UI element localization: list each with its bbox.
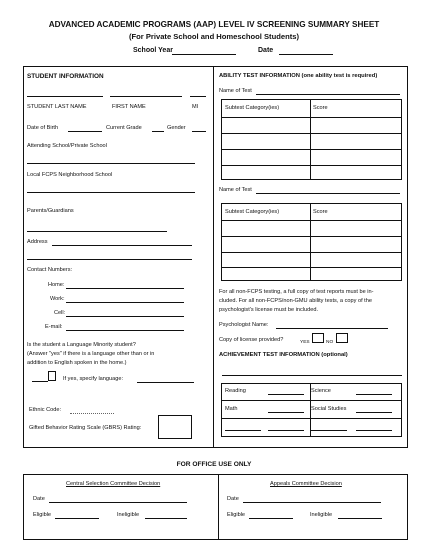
grade-field[interactable] [152,131,164,132]
home-label: Home: [48,282,65,288]
ethnic-label: Ethnic Code: [29,407,62,413]
first-name-field[interactable] [110,96,182,97]
form-title: ADVANCED ACADEMIC PROGRAMS (AAP) LEVEL IV SCREENING SUMMARY SHEET [48,20,380,29]
dob-field[interactable] [68,131,102,132]
neighborhood-label: Local FCPS Neighborhood School [27,172,113,178]
central-ineligible-label: Ineligible [117,512,140,518]
ability-heading: ABILITY TEST INFORMATION (one ability test is required) [219,73,378,79]
ability-note-1: For all non-FCPS testing, a full copy of test reports must be in- [219,289,374,295]
math-score-field[interactable] [268,412,304,413]
address-label: Address [27,239,48,245]
student-heading: STUDENT INFORMATION [27,73,104,80]
test1-name-field[interactable] [256,94,400,95]
appeals-date-label: Date [227,496,239,502]
yes-label: YES [300,340,310,345]
last-name-field[interactable] [27,96,103,97]
address-field-1[interactable] [52,245,192,246]
science-score-field[interactable] [356,394,392,395]
ethnic-field[interactable] [70,413,114,414]
parents-field[interactable] [27,231,167,232]
language-note-1: (Answer "yes" if there is a language other than or in [27,351,155,357]
central-heading: Central Selection Committee Decision [66,481,161,487]
appeals-eligible-label: Eligible [227,512,246,518]
parents-label: Parents/Guardians [27,208,74,214]
work-label: Work: [50,296,65,302]
science-label: Science [311,388,331,394]
appeals-ineligible-field[interactable] [338,518,382,519]
math-label: Math [225,406,238,412]
dob-label: Date of Birth [27,125,59,131]
psychologist-field[interactable] [276,328,388,329]
reading-label: Reading [225,388,246,394]
last-name-label: STUDENT LAST NAME [27,104,87,110]
home-field[interactable] [66,288,184,289]
language-answer-field[interactable] [32,381,48,382]
email-label: E-mail: [45,324,63,330]
appeals-heading: Appeals Committee Decision [270,481,342,487]
language-note-2: addition to English spoken in the home.) [27,360,127,366]
gbrs-box[interactable] [158,415,192,439]
neighborhood-field[interactable] [27,192,195,193]
test1-subtest-header: Subtest Category(ies) [225,105,280,111]
gender-label: Gender [167,125,186,131]
school-year-field[interactable] [172,54,236,55]
test2-score-header: Score [313,209,328,215]
test2-name-field[interactable] [256,193,400,194]
address-field-2[interactable] [27,259,192,260]
cell-label: Cell: [54,310,66,316]
social-studies-score-field[interactable] [356,412,392,413]
attending-label: Attending School/Private School [27,143,107,149]
extra-subject-field-1[interactable] [225,430,261,431]
school-year-label: School Year [133,47,173,54]
central-eligible-label: Eligible [33,512,52,518]
contacts-label: Contact Numbers: [27,267,73,273]
no-label: NO [326,340,334,345]
test2-name-label: Name of Test [219,187,252,193]
achievement-test-name-field[interactable] [222,375,402,376]
test1-score-header: Score [313,105,328,111]
form-subtitle: (For Private School and Homeschool Students) [128,32,300,41]
central-date-label: Date [33,496,45,502]
specify-language-label: If yes, specify language: [63,376,124,382]
test1-name-label: Name of Test [219,88,252,94]
extra-score-field-1[interactable] [268,430,304,431]
gbrs-label: Gifted Behavior Rating Scale (GBRS) Rating: [29,425,142,431]
appeals-eligible-field[interactable] [249,518,293,519]
yes-checkbox[interactable] [312,333,324,343]
no-checkbox[interactable] [336,333,348,343]
central-eligible-field[interactable] [55,518,99,519]
appeals-ineligible-label: Ineligible [310,512,333,518]
extra-subject-field-2[interactable] [311,430,347,431]
office-divider [218,474,219,540]
date-label: Date [258,47,274,54]
license-question: Copy of license provided? [219,337,284,343]
first-name-label: FIRST NAME [112,104,146,110]
language-question: Is the student a Language Minority student? [27,342,136,348]
attending-field[interactable] [27,163,195,164]
social-studies-label: Social Studies [311,406,347,412]
gender-field[interactable] [192,131,206,132]
language-checkbox[interactable] [48,371,56,381]
email-field[interactable] [66,330,184,331]
central-ineligible-field[interactable] [145,518,187,519]
appeals-date-field[interactable] [243,502,381,503]
achievement-heading: ACHIEVEMENT TEST INFORMATION (optional) [219,352,348,358]
grade-label: Current Grade [106,125,142,131]
office-heading: FOR OFFICE USE ONLY [176,461,252,468]
cell-field[interactable] [66,316,184,317]
column-divider [213,66,214,448]
date-field[interactable] [279,54,333,55]
mi-field[interactable] [190,96,206,97]
work-field[interactable] [66,302,184,303]
test2-subtest-header: Subtest Category(ies) [225,209,280,215]
ability-note-2: cluded. For all non-FCPS/non-GMU ability tests, a copy of the [219,298,372,304]
mi-label: MI [192,104,199,110]
reading-score-field[interactable] [268,394,304,395]
ability-note-3: psychologist's license must be included. [219,307,319,313]
extra-score-field-2[interactable] [356,430,392,431]
specify-language-field[interactable] [137,382,194,383]
central-date-field[interactable] [49,502,187,503]
psychologist-label: Psychologist Name: [219,322,269,328]
